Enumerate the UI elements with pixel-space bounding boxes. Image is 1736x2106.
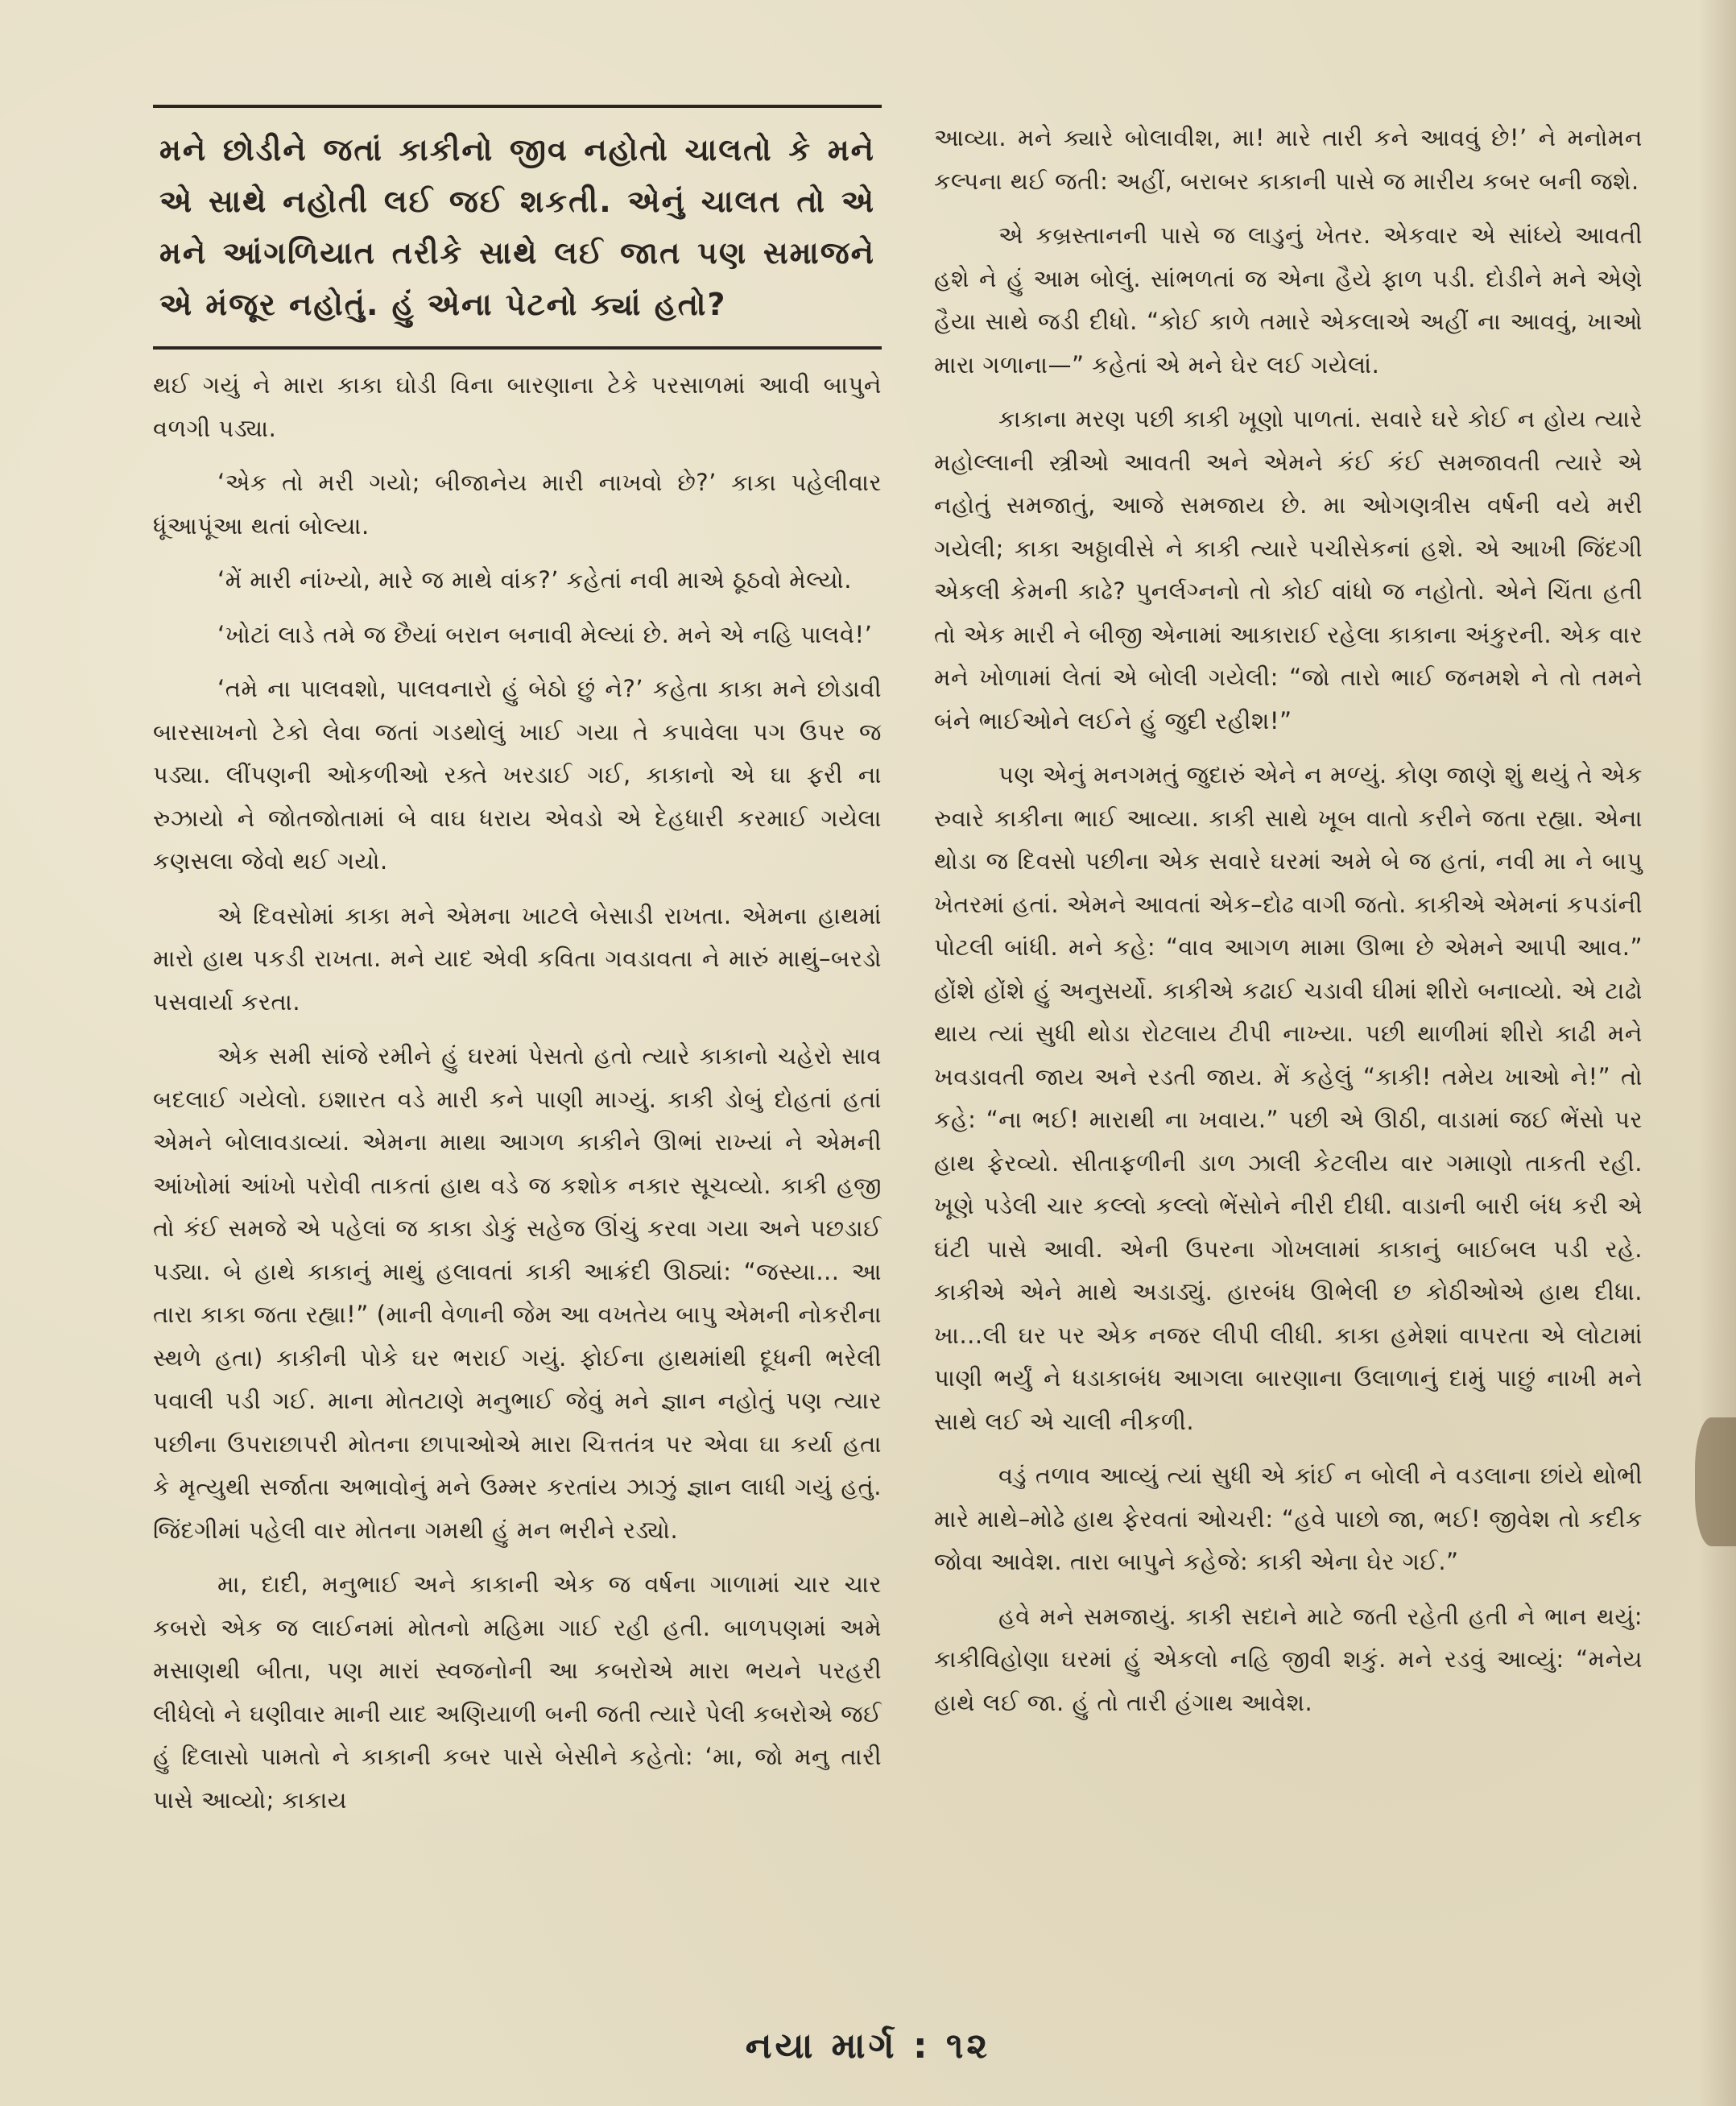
page-footer: નયા માર્ગ : ૧૨	[745, 2025, 991, 2067]
page-edge-shadow	[1699, 0, 1736, 2106]
left-column	[153, 105, 882, 1833]
paragraph: એક સમી સાંજે રમીને હું ઘરમાં પેસતો હતો ત્યારે કાકાનો ચહેરો સાવ બદલાઈ ગયેલો. ઇશારત વડે મારી કને પાણી માગ્યું. કાકી ડોબું દોહતાં હતાં એમને બોલાવડાવ્યાં. એમના માથા આગળ કાકીને ઊભાં રાખ્યાં ને એમની આંખોમાં આંખો પરોવી તાકતાં હાથ વડે જ કશોક નકાર સૂચવ્યો. કાકી હજી તો કંઈ સમજે એ પહેલાં જ કાકા ડોકું સહેજ ઊંચું કરવા ગયા અને પછડાઈ પડ્યા. બે હાથે કાકાનું માથું હલાવતાં કાકી આક્રંદી ઊઠ્યાં: “જસ્યા... આ તારા કાકા જતા રહ્યા!” (માની વેળાની જેમ આ વખતેય બાપુ એમની નોકરીના સ્થળે હતા) કાકીની પોકે ઘર ભરાઈ ગયું. ફોઈના હાથમાંથી દૂધની ભરેલી પવાલી પડી ગઈ. માના મોતટાણે મનુભાઈ જેવું મને જ્ઞાન નહોતું પણ ત્યાર પછીના ઉપરાછાપરી મોતના છાપાઓએ મારા ચિત્તતંત્ર પર એવા ઘા કર્યા હતા કે મૃત્યુથી સર્જાતા અભાવોનું મને ઉમ્મર કરતાંય ઝાઝું જ્ઞાન લાધી ગયું હતું. જિંદગીમાં પહેલી વાર મોતના ગમથી હું મન ભરીને રડ્યો.	[153, 1042, 882, 1544]
right-body-text	[934, 117, 1643, 1724]
paragraph: મા, દાદી, મનુભાઈ અને કાકાની એક જ વર્ષના ગાળામાં ચાર ચાર કબરો એક જ લાઈનમાં મોતનો મહિમા ગાઈ રહી હતી. બાળપણમાં અમે મસાણથી બીતા, પણ મારાં સ્વજનોની આ કબરોએ મારા ભયને પરહરી લીધેલો ને ઘણીવાર માની યાદ અણિયાળી બની જતી ત્યારે પેલી કબરોએ જઈ હું દિલાસો પામતો ને કાકાની કબર પાસે બેસીને કહેતો: ‘મા, જો મનુ તારી પાસે આવ્યો; કાકાય	[153, 1570, 882, 1814]
left-body-text	[153, 364, 882, 1822]
paragraph: કાકાના મરણ પછી કાકી ખૂણો પાળતાં. સવારે ઘરે કોઈ ન હોય ત્યારે મહોલ્લાની સ્ત્રીઓ આવતી અને એમને કંઈ કંઈ સમજાવતી ત્યારે એ નહોતું સમજાતું, આજે સમજાય છે. મા ઓગણત્રીસ વર્ષની વયે મરી ગયેલી; કાકા અઠ્ઠાવીસે ને કાકી ત્યારે પચીસેકનાં હશે. એ આખી જિંદગી એકલી કેમની કાઢે? પુનર્લગ્નનો તો કોઈ વાંધો જ નહોતો. એને ચિંતા હતી તો એક મારી ને બીજી એનામાં આકારાઈ રહેલા કાકાના અંકુરની. એક વાર મને ખોળામાં લેતાં એ બોલી ગયેલી: “જો તારો ભાઈ જનમશે ને તો તમને બંને ભાઈઓને લઈને હું જુદી રહીશ!”	[934, 405, 1643, 734]
paragraph: વડું તળાવ આવ્યું ત્યાં સુધી એ કાંઈ ન બોલી ને વડલાના છાંયે થોભી મારે માથે–મોઢે હાથ ફેરવતાં ઓચરી: “હવે પાછો જા, ભઈ! જીવેશ તો કદીક જોવા આવેશ. તારા બાપુને કહેજે: કાકી એના ઘેર ગઈ.”	[934, 1462, 1643, 1575]
pull-quote	[153, 124, 882, 330]
pull-quote-text: મને છોડીને જતાં કાકીનો જીવ નહોતો ચાલતો કે મને એ સાથે નહોતી લઈ જઈ શકતી. એનું ચાલત તો એ મને આંગળિયાત તરીકે સાથે લઈ જાત પણ સમાજને એ મંજૂર નહોતું. હું એના પેટનો ક્યાં હતો?	[159, 132, 875, 322]
right-column	[934, 117, 1643, 1736]
paragraph: ‘તમે ના પાલવશો, પાલવનારો હું બેઠો છું ને?’ કહેતા કાકા મને છોડાવી બારસાખનો ટેકો લેવા જતાં ગડથોલું ખાઈ ગયા તે કપાવેલા પગ ઉપર જ પડ્યા. લીંપણની ઓકળીઓ રક્તે ખરડાઈ ગઈ, કાકાનો એ ઘા ફરી ના રુઝાયો ને જોતજોતામાં બે વાઘ ધરાય એવડો એ દેહધારી કરમાઈ ગયેલા કણસલા જેવો થઈ ગયો.	[153, 675, 882, 875]
paragraph: ‘એક તો મરી ગયો; બીજાનેય મારી નાખવો છે?’ કાકા પહેલીવાર ધૂંઆપૂંઆ થતાં બોલ્યા.	[153, 469, 882, 540]
paragraph: ‘ખોટાં લાડે તમે જ છૈયાં બરાન બનાવી મેલ્યાં છે. મને એ નહિ પાલવે!’	[217, 620, 873, 648]
paragraph: એ કબ્રસ્તાનની પાસે જ લાડુનું ખેતર. એકવાર એ સાંધ્યે આવતી હશે ને હું આમ બોલું. સાંભળતાં જ એના હૈયે ફાળ પડી. દોડીને મને એણે હૈયા સાથે જડી દીધો. “કોઈ કાળે તમારે એકલાએ અહીં ના આવવું, ખાઓ મારા ગળાના—” કહેતાં એ મને ઘેર લઈ ગયેલાં.	[934, 221, 1643, 379]
paragraph: થઈ ગયું ને મારા કાકા ઘોડી વિના બારણાના ટેકે પરસાળમાં આવી બાપુને વળગી પડ્યા.	[153, 371, 882, 442]
page-tear-mark	[1695, 1417, 1736, 1546]
paragraph: આવ્યા. મને ક્યારે બોલાવીશ, મા! મારે તારી કને આવવું છે!’ ને મનોમન કલ્પના થઈ જતી: અહીં, બરાબર કાકાની પાસે જ મારીય કબર બની જશે.	[934, 124, 1643, 195]
paragraph: હવે મને સમજાયું. કાકી સદાને માટે જતી રહેતી હતી ને ભાન થયું: કાકીવિહોણા ઘરમાં હું એકલો નહિ જીવી શકું. મને રડવું આવ્યું: “મનેય હાથે લઈ જા. હું તો તારી હંગાથ આવેશ.	[934, 1602, 1643, 1716]
pull-quote-bottom-rule	[153, 346, 882, 350]
paragraph: ‘મેં મારી નાંખ્યો, મારે જ માથે વાંક?’ કહેતાં નવી માએ ઠૂઠવો મેલ્યો.	[217, 566, 852, 594]
paragraph: પણ એનું મનગમતું જુદારું એને ન મળ્યું. કોણ જાણે શું થયું તે એક રુવારે કાકીના ભાઈ આવ્યા. કાકી સાથે ખૂબ વાતો કરીને જતા રહ્યા. એના થોડા જ દિવસો પછીના એક સવારે ઘરમાં અમે બે જ હતાં, નવી મા ને બાપુ ખેતરમાં હતાં. એમને આવતાં એક–દોઢ વાગી જતો. કાકીએ એમનાં કપડાંની પોટલી બાંધી. મને કહે: “વાવ આગળ મામા ઊભા છે એમને આપી આવ.” હોંશે હોંશે હું અનુસર્યો. કાકીએ કઢાઈ ચડાવી ઘીમાં શીરો બનાવ્યો. એ ટાઢો થાય ત્યાં સુધી થોડા રોટલાય ટીપી નાખ્યા. પછી થાળીમાં શીરો કાઢી મને ખવડાવતી જાય અને રડતી જાય. મેં કહેલું “કાકી! તમેય ખાઓ ને!” તો કહે: “ના ભઈ! મારાથી ના ખવાય.” પછી એ ઊઠી, વાડામાં જઈ ભેંસો પર હાથ ફેરવ્યો. સીતાફળીની ડાળ ઝાલી કેટલીય વાર ગમાણો તાકતી રહી. ખૂણે પડેલી ચાર કલ્લો કલ્લો ભેંસોને નીરી દીધી. વાડાની બારી બંધ કરી એ ઘંટી પાસે આવી. એની ઉપરના ગોખલામાં કાકાનું બાઈબલ પડી રહે. કાકીએ એને માથે અડાડ્યું. હારબંધ ઊભેલી છ કોઠીઓએ હાથ દીધા. ખા...લી ઘર પર એક નજર લીપી લીધી. કાકા હમેશાં વાપરતા એ લોટામાં પાણી ભર્યું ને ધડાકાબંધ આગલા બારણાના ઉલાળાનું દામું પાછું નાખી મને સાથે લઈ એ ચાલી નીકળી.	[934, 761, 1643, 1435]
paragraph: એ દિવસોમાં કાકા મને એમના ખાટલે બેસાડી રાખતા. એમના હાથમાં મારો હાથ પકડી રાખતા. મને યાદ એવી કવિતા ગવડાવતા ને મારું માથું–બરડો પસવાર્યા કરતા.	[153, 901, 882, 1016]
pull-quote-top-rule	[153, 105, 882, 108]
